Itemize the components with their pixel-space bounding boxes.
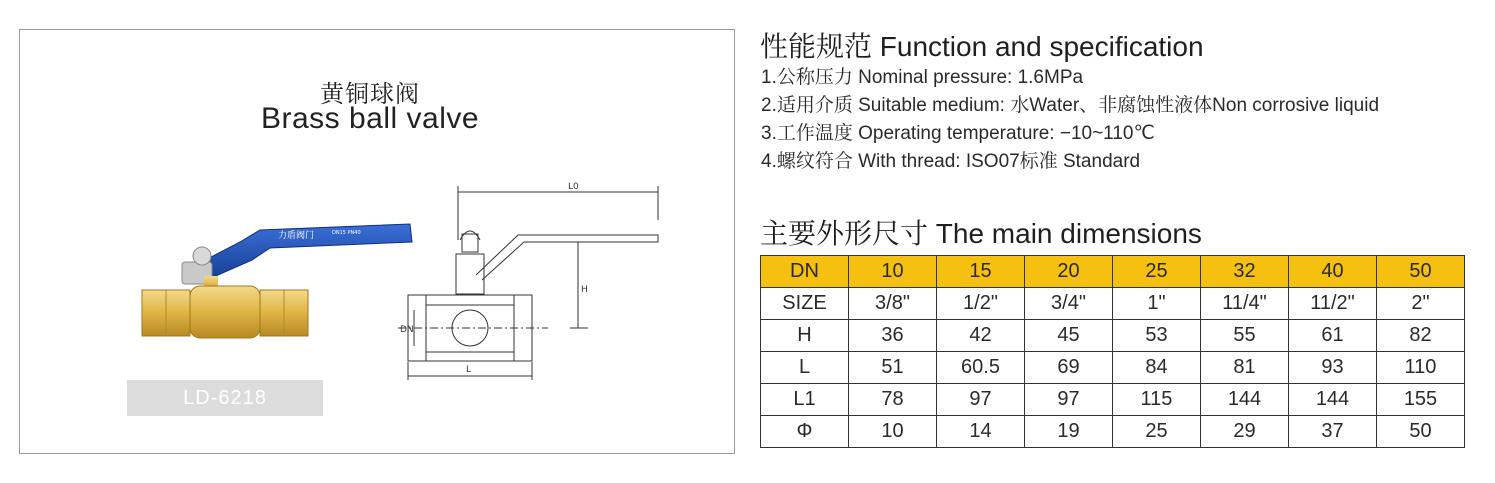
table-cell: 1/2" <box>937 288 1025 320</box>
table-cell: 93 <box>1289 352 1377 384</box>
table-cell: 97 <box>1025 384 1113 416</box>
table-cell: 82 <box>1377 320 1465 352</box>
table-cell: 3/4" <box>1025 288 1113 320</box>
table-cell: 11/4" <box>1201 288 1289 320</box>
table-cell: 10 <box>849 416 937 448</box>
dimensions-table <box>760 255 1465 448</box>
function-heading: 性能规范 Function and specification <box>760 31 1204 62</box>
table-cell: 50 <box>1377 416 1465 448</box>
table-cell: 2" <box>1377 288 1465 320</box>
table-cell: 14 <box>937 416 1025 448</box>
table-cell: 60.5 <box>937 352 1025 384</box>
table-header-cell: 20 <box>1025 256 1113 288</box>
table-cell: 3/8" <box>849 288 937 320</box>
table-row <box>761 288 1465 320</box>
handle-brand-text: 力盾阀门 <box>278 231 315 241</box>
table-header-cell: 25 <box>1113 256 1201 288</box>
table-cell: H <box>761 320 849 352</box>
table-cell: 155 <box>1377 384 1465 416</box>
table-cell: 11/2" <box>1289 288 1377 320</box>
table-cell: 115 <box>1113 384 1201 416</box>
table-row <box>761 384 1465 416</box>
table-header-cell: 32 <box>1201 256 1289 288</box>
table-header-cell: 15 <box>937 256 1025 288</box>
valve-technical-drawing <box>378 180 698 375</box>
product-title-en: Brass ball valve <box>260 102 480 135</box>
table-cell: 25 <box>1113 416 1201 448</box>
model-badge: LD-6218 <box>127 380 323 416</box>
table-cell: 36 <box>849 320 937 352</box>
table-cell: L <box>761 352 849 384</box>
table-cell: 81 <box>1201 352 1289 384</box>
table-header-row <box>761 256 1465 288</box>
table-header-cell: 50 <box>1377 256 1465 288</box>
table-cell: 45 <box>1025 320 1113 352</box>
table-header-cell: DN <box>761 256 849 288</box>
product-title-cn: 黄铜球阀 <box>320 80 420 108</box>
table-header-cell: 10 <box>849 256 937 288</box>
table-cell: Φ <box>761 416 849 448</box>
table-cell: 84 <box>1113 352 1201 384</box>
brass-ball-valve-image <box>120 190 420 340</box>
spec-item: 2.适用介质 Suitable medium: 水Water、非腐蚀性液体Non corrosive liquid <box>761 95 1380 116</box>
table-cell: 97 <box>937 384 1025 416</box>
table-row <box>761 352 1465 384</box>
table-cell: 42 <box>937 320 1025 352</box>
table-cell: 110 <box>1377 352 1465 384</box>
spec-item: 3.工作温度 Operating temperature: −10~110℃ <box>761 123 1155 144</box>
table-cell: 61 <box>1289 320 1377 352</box>
table-cell: 69 <box>1025 352 1113 384</box>
drawing-label-l0: L0 <box>568 182 579 192</box>
table-cell: 51 <box>849 352 937 384</box>
table-cell: 144 <box>1201 384 1289 416</box>
drawing-label-dn: DN <box>400 325 414 335</box>
table-cell: 144 <box>1289 384 1377 416</box>
spec-item: 4.螺纹符合 With thread: ISO07标准 Standard <box>761 151 1141 172</box>
table-header-cell: 40 <box>1289 256 1377 288</box>
table-cell: L1 <box>761 384 849 416</box>
table-row <box>761 320 1465 352</box>
dimensions-heading: 主要外形尺寸 The main dimensions <box>760 218 1202 249</box>
spec-list <box>761 66 1379 178</box>
table-cell: 55 <box>1201 320 1289 352</box>
spec-item: 1.公称压力 Nominal pressure: 1.6MPa <box>761 67 1084 88</box>
table-row <box>761 416 1465 448</box>
table-cell: 19 <box>1025 416 1113 448</box>
drawing-label-h: H <box>581 285 588 295</box>
table-cell: 1" <box>1113 288 1201 320</box>
table-cell: SIZE <box>761 288 849 320</box>
table-cell: 78 <box>849 384 937 416</box>
product-panel <box>19 29 735 454</box>
handle-code-text: DN15 PN40 <box>332 230 361 236</box>
table-cell: 37 <box>1289 416 1377 448</box>
drawing-label-l: L <box>466 365 472 375</box>
table-cell: 29 <box>1201 416 1289 448</box>
table-cell: 53 <box>1113 320 1201 352</box>
